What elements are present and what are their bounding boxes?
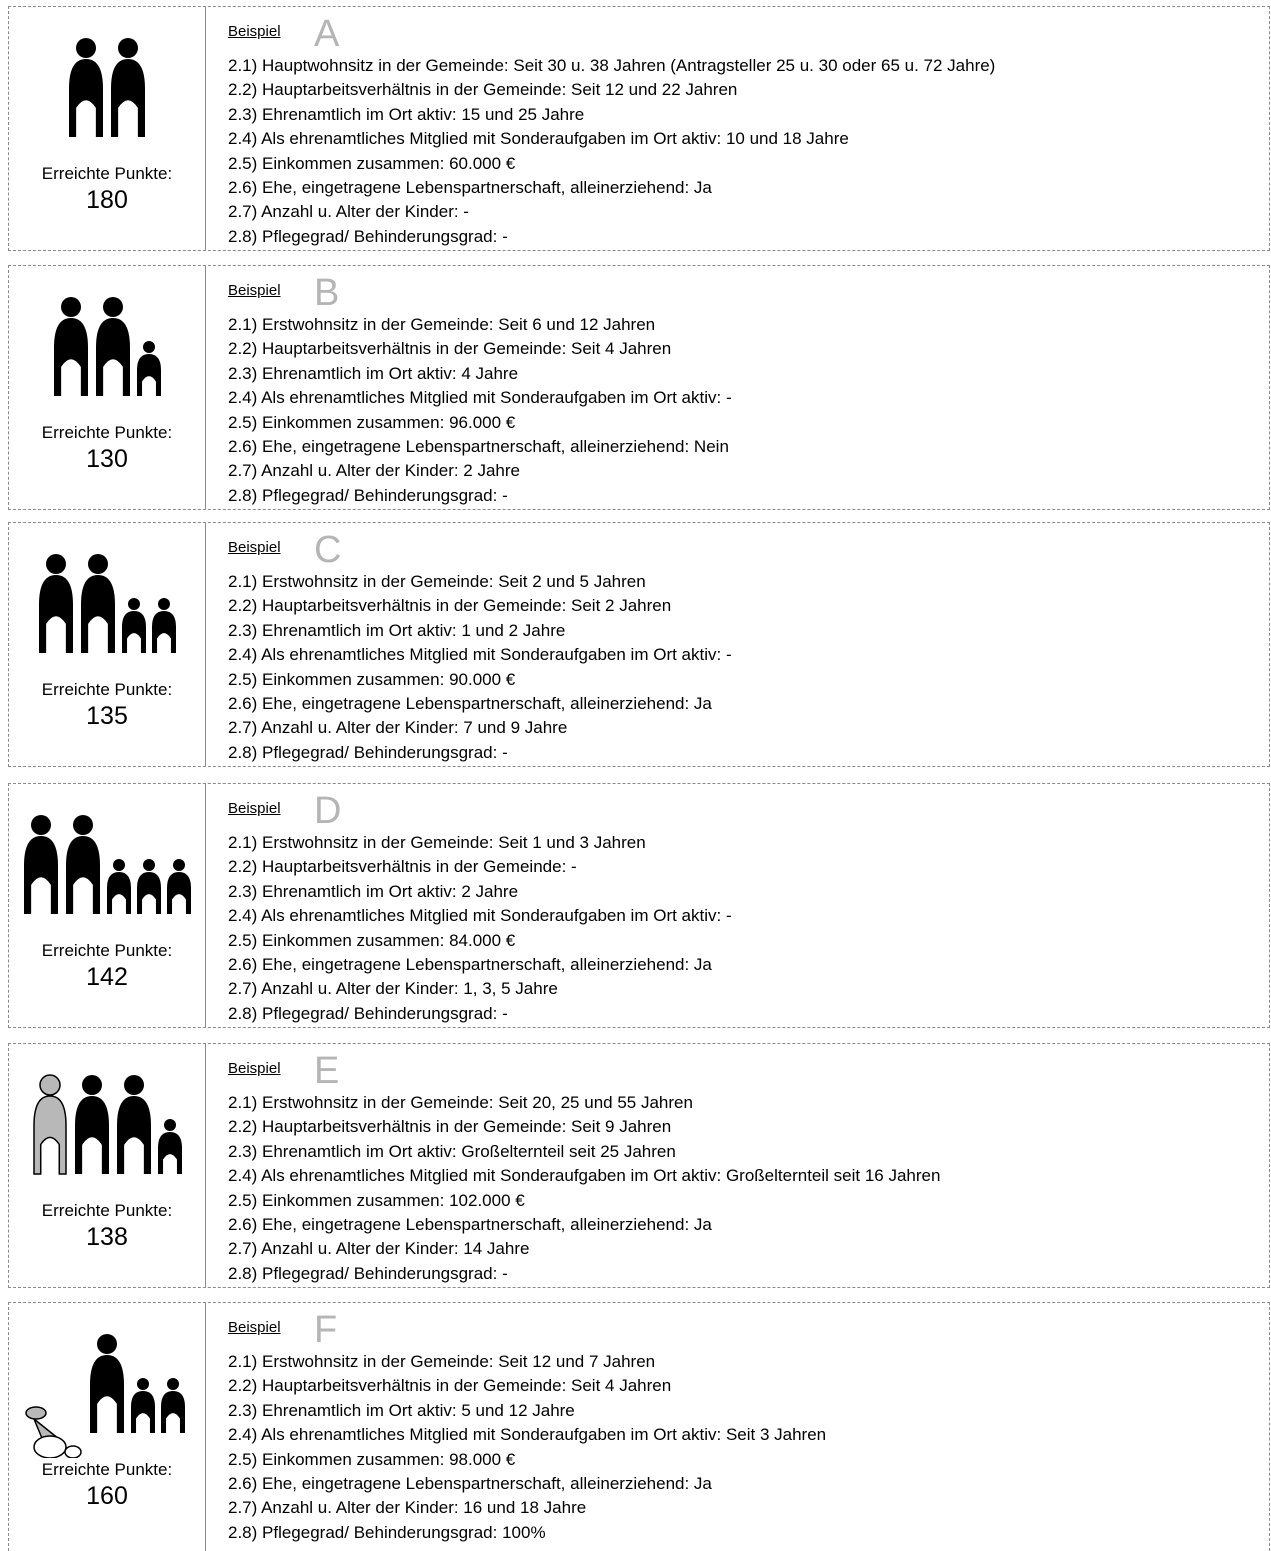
criteria-line: 2.5) Einkommen zusammen: 90.000 € <box>228 669 516 689</box>
criteria-line: 2.4) Als ehrenamtliches Mitglied mit Sonderaufgaben im Ort aktiv: Großelternteil seit 16 Jahren <box>228 1166 941 1186</box>
criteria-line: 2.6) Ehe, eingetragene Lebenspartnerschaft, alleinerziehend: Ja <box>228 177 712 197</box>
criteria-line: 2.7) Anzahl u. Alter der Kinder: 2 Jahre <box>228 461 521 481</box>
criteria-line: 2.2) Hauptarbeitsverhältnis in der Gemeinde: Seit 4 Jahren <box>228 1376 672 1396</box>
family-figures <box>9 784 205 939</box>
wheelchair-person-icon <box>26 1407 81 1458</box>
criteria-line: 2.8) Pflegegrad/ Behinderungsgrad: - <box>228 742 508 762</box>
example-letter: E <box>314 1050 340 1092</box>
criteria-line: 2.1) Erstwohnsitz in der Gemeinde: Seit 2 und 5 Jahren <box>228 572 646 591</box>
family-figures <box>9 7 205 162</box>
child-icon <box>161 1378 185 1433</box>
criteria-line: 2.2) Hauptarbeitsverhältnis in der Gemeinde: Seit 12 und 22 Jahren <box>228 80 738 100</box>
family-figures <box>9 266 205 421</box>
criteria-line: 2.1) Erstwohnsitz in der Gemeinde: Seit 20, 25 und 55 Jahren <box>228 1093 693 1112</box>
criteria-list <box>228 570 732 765</box>
criteria-line: 2.7) Anzahl u. Alter der Kinder: 1, 3, 5 Jahre <box>228 979 558 999</box>
adult-icon <box>66 815 100 914</box>
family-pictogram <box>9 7 205 162</box>
points-value: 138 <box>86 1223 128 1251</box>
criteria-line: 2.2) Hauptarbeitsverhältnis in der Gemeinde: Seit 2 Jahren <box>228 596 672 616</box>
family-panel <box>9 1044 206 1287</box>
example-details <box>228 1303 1269 1551</box>
criteria-line: 2.1) Erstwohnsitz in der Gemeinde: Seit 6 und 12 Jahren <box>228 315 656 334</box>
family-panel <box>9 7 206 250</box>
child-icon <box>131 1378 155 1433</box>
criteria-line: 2.7) Anzahl u. Alter der Kinder: - <box>228 202 469 222</box>
criteria-line: 2.4) Als ehrenamtliches Mitglied mit Sonderaufgaben im Ort aktiv: - <box>228 906 732 926</box>
family-panel <box>9 784 206 1027</box>
adult-icon <box>69 38 103 137</box>
family-pictogram <box>9 266 205 421</box>
criteria-line: 2.1) Erstwohnsitz in der Gemeinde: Seit 12 und 7 Jahren <box>228 1352 656 1371</box>
criteria-line: 2.8) Pflegegrad/ Behinderungsgrad: - <box>228 485 508 505</box>
family-pictogram <box>9 1303 205 1458</box>
family-panel <box>9 523 206 766</box>
family-panel <box>9 1303 206 1551</box>
criteria-line: 2.3) Ehrenamtlich im Ort aktiv: 15 und 25 Jahre <box>228 104 585 124</box>
criteria-line: 2.4) Als ehrenamtliches Mitglied mit Sonderaufgaben im Ort aktiv: - <box>228 645 732 665</box>
adult-icon <box>90 1334 124 1433</box>
example-letter: C <box>314 529 342 571</box>
family-panel <box>9 266 206 509</box>
example-card-e <box>8 1043 1270 1288</box>
criteria-list <box>228 54 995 249</box>
family-pictogram <box>9 1044 205 1199</box>
points-label: Erreichte Punkte: <box>41 941 173 960</box>
example-heading-label: Beispiel <box>228 1319 281 1336</box>
criteria-list <box>228 1350 826 1545</box>
criteria-line: 2.1) Hauptwohnsitz in der Gemeinde: Seit 30 u. 38 Jahren (Antragsteller 25 u. 30 oder 65 u. 72 Jahre) <box>228 56 996 75</box>
example-heading-label: Beispiel <box>228 800 281 817</box>
criteria-list <box>228 831 732 1026</box>
example-card-b <box>8 265 1270 510</box>
example-card-a <box>8 6 1270 251</box>
example-card-d <box>8 783 1270 1028</box>
points-value: 130 <box>86 445 128 473</box>
criteria-line: 2.3) Ehrenamtlich im Ort aktiv: 4 Jahre <box>228 363 519 383</box>
adult-icon <box>81 554 115 653</box>
points-value: 142 <box>86 963 128 991</box>
criteria-line: 2.4) Als ehrenamtliches Mitglied mit Sonderaufgaben im Ort aktiv: - <box>228 388 732 408</box>
criteria-line: 2.2) Hauptarbeitsverhältnis in der Gemeinde: - <box>228 857 577 877</box>
example-details <box>228 1044 1269 1287</box>
example-card-f <box>8 1302 1270 1551</box>
criteria-line: 2.2) Hauptarbeitsverhältnis in der Gemeinde: Seit 9 Jahren <box>228 1117 672 1137</box>
example-heading-label: Beispiel <box>228 282 281 299</box>
criteria-line: 2.8) Pflegegrad/ Behinderungsgrad: - <box>228 226 508 246</box>
criteria-line: 2.5) Einkommen zusammen: 60.000 € <box>228 153 516 173</box>
family-figures <box>9 1303 205 1458</box>
points-value: 180 <box>86 186 128 214</box>
criteria-line: 2.8) Pflegegrad/ Behinderungsgrad: - <box>228 1003 508 1023</box>
example-details <box>228 784 1269 1027</box>
criteria-line: 2.6) Ehe, eingetragene Lebenspartnerschaft, alleinerziehend: Ja <box>228 954 712 974</box>
criteria-line: 2.3) Ehrenamtlich im Ort aktiv: 2 Jahre <box>228 881 519 901</box>
adult-icon <box>117 1075 151 1174</box>
example-heading-label: Beispiel <box>228 1060 281 1077</box>
family-figures <box>9 1044 205 1199</box>
criteria-line: 2.3) Ehrenamtlich im Ort aktiv: 5 und 12 Jahre <box>228 1400 575 1420</box>
family-figures <box>9 523 205 678</box>
child-icon <box>107 859 131 914</box>
criteria-line: 2.4) Als ehrenamtliches Mitglied mit Sonderaufgaben im Ort aktiv: Seit 3 Jahren <box>228 1425 827 1445</box>
adult-icon <box>96 297 130 396</box>
adult-icon <box>75 1075 109 1174</box>
example-details <box>228 266 1269 509</box>
grandparent-icon <box>34 1075 66 1174</box>
criteria-line: 2.1) Erstwohnsitz in der Gemeinde: Seit 1 und 3 Jahren <box>228 833 646 852</box>
child-icon <box>137 859 161 914</box>
criteria-list <box>228 313 732 508</box>
criteria-line: 2.5) Einkommen zusammen: 96.000 € <box>228 412 516 432</box>
points-label: Erreichte Punkte: <box>41 680 173 699</box>
criteria-line: 2.6) Ehe, eingetragene Lebenspartnerschaft, alleinerziehend: Ja <box>228 693 712 713</box>
family-pictogram <box>9 784 205 939</box>
adult-icon <box>39 554 73 653</box>
criteria-line: 2.6) Ehe, eingetragene Lebenspartnerschaft, alleinerziehend: Ja <box>228 1473 712 1493</box>
adult-icon <box>24 815 58 914</box>
points-label: Erreichte Punkte: <box>41 164 173 183</box>
criteria-line: 2.3) Ehrenamtlich im Ort aktiv: 1 und 2 Jahre <box>228 620 566 640</box>
criteria-line: 2.8) Pflegegrad/ Behinderungsgrad: 100% <box>228 1522 546 1542</box>
example-card-c <box>8 522 1270 767</box>
points-label: Erreichte Punkte: <box>41 1460 173 1479</box>
points-value: 160 <box>86 1482 128 1510</box>
family-pictogram <box>9 523 205 678</box>
points-label: Erreichte Punkte: <box>41 423 173 442</box>
child-icon <box>158 1119 182 1174</box>
criteria-line: 2.6) Ehe, eingetragene Lebenspartnerschaft, alleinerziehend: Ja <box>228 1214 712 1234</box>
example-letter: D <box>314 790 342 832</box>
criteria-line: 2.2) Hauptarbeitsverhältnis in der Gemeinde: Seit 4 Jahren <box>228 339 672 359</box>
points-value: 135 <box>86 702 128 730</box>
criteria-line: 2.7) Anzahl u. Alter der Kinder: 16 und 18 Jahre <box>228 1498 587 1518</box>
child-icon <box>137 341 161 396</box>
points-label: Erreichte Punkte: <box>41 1201 173 1220</box>
adult-icon <box>111 38 145 137</box>
child-icon <box>122 598 146 653</box>
child-icon <box>152 598 176 653</box>
adult-icon <box>54 297 88 396</box>
criteria-line: 2.8) Pflegegrad/ Behinderungsgrad: - <box>228 1263 508 1283</box>
criteria-line: 2.5) Einkommen zusammen: 102.000 € <box>228 1190 525 1210</box>
criteria-line: 2.3) Ehrenamtlich im Ort aktiv: Großelternteil seit 25 Jahren <box>228 1141 676 1161</box>
criteria-line: 2.7) Anzahl u. Alter der Kinder: 7 und 9 Jahre <box>228 718 568 738</box>
example-heading-label: Beispiel <box>228 539 281 556</box>
example-letter: A <box>314 13 340 55</box>
criteria-line: 2.4) Als ehrenamtliches Mitglied mit Sonderaufgaben im Ort aktiv: 10 und 18 Jahre <box>228 129 849 149</box>
criteria-list <box>228 1091 940 1286</box>
example-details <box>228 7 1269 250</box>
criteria-line: 2.5) Einkommen zusammen: 98.000 € <box>228 1449 516 1469</box>
criteria-line: 2.6) Ehe, eingetragene Lebenspartnerschaft, alleinerziehend: Nein <box>228 436 729 456</box>
criteria-line: 2.5) Einkommen zusammen: 84.000 € <box>228 930 516 950</box>
child-icon <box>167 859 191 914</box>
example-heading-label: Beispiel <box>228 23 281 40</box>
criteria-line: 2.7) Anzahl u. Alter der Kinder: 14 Jahre <box>228 1239 530 1259</box>
example-details <box>228 523 1269 766</box>
example-letter: B <box>314 272 340 314</box>
example-letter: F <box>314 1309 338 1351</box>
